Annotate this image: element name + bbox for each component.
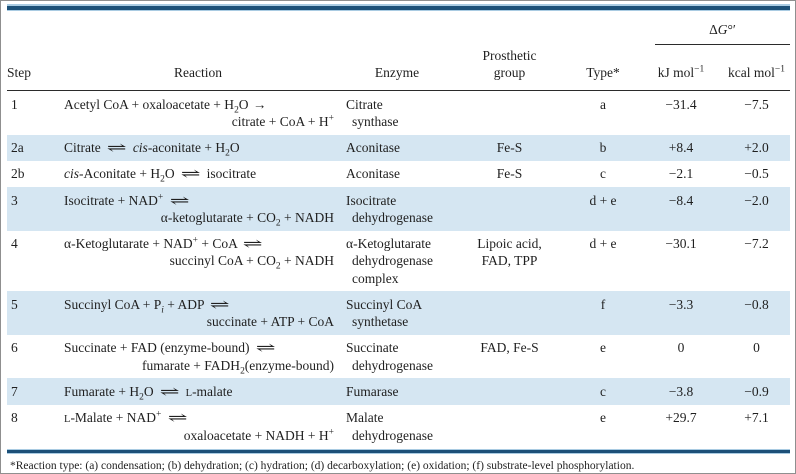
step-cell: 1	[11, 96, 18, 112]
type-cell: c	[600, 166, 606, 182]
footnote: *Reaction type: (a) condensation; (b) dehydration; (c) hydration; (d) decarboxylation; (e) oxidation; (f) substrate-level phosphorylation.	[10, 459, 635, 472]
enzyme-name-line: complex	[352, 270, 399, 286]
reaction-products-line: fumarate + $FADH_2(enzyme-bound)$	[141, 357, 334, 377]
table-body	[7, 91, 790, 449]
equilibrium-arrow-icon: ⇌	[255, 340, 276, 356]
reaction-reactants-line: Isocitrate + NAD+ ⇌	[64, 192, 190, 208]
type-cell: a	[600, 96, 606, 112]
kj-value-cell: −3.3	[668, 296, 694, 312]
enzyme-name-line: synthase	[352, 113, 399, 129]
enzyme-name-line: dehydrogenase	[352, 427, 433, 443]
col-header-prosthetic-label: Prosthetic group	[482, 47, 537, 80]
table-row	[7, 291, 790, 335]
kcal-value-cell: −0.5	[744, 166, 769, 182]
type-cell: d + e	[589, 192, 617, 208]
enzyme-cell	[342, 187, 452, 231]
kj-value-cell: +8.4	[668, 140, 694, 156]
reaction-cell	[54, 378, 342, 404]
table-row	[7, 161, 790, 187]
step-cell: 4	[11, 236, 18, 252]
table-header	[7, 11, 790, 91]
right-arrow-icon: →	[252, 96, 267, 112]
kcal-value-cell: −0.9	[744, 383, 769, 399]
prosthetic-cell	[452, 378, 567, 404]
enzyme-cell	[342, 291, 452, 335]
prosthetic-cell	[452, 291, 567, 335]
type-cell: d + e	[589, 236, 617, 252]
enzyme-name-line: Citrate	[346, 96, 383, 112]
prosthetic-cell	[452, 91, 567, 135]
col-header-kj: kJ mol$^{-1}$	[639, 45, 723, 91]
kcal-value-cell: +2.0	[744, 140, 769, 156]
col-header-type: Type*	[567, 45, 639, 91]
table-row	[7, 187, 790, 231]
enzyme-name-line: Aconitase	[346, 166, 400, 182]
table-row	[7, 335, 790, 379]
prosthetic-cell	[452, 135, 567, 161]
step-cell: 5	[11, 296, 18, 312]
enzyme-name-line: Malate	[346, 410, 384, 426]
step-cell: 2b	[11, 166, 25, 182]
prosthetic-cell	[452, 161, 567, 187]
table-row	[7, 378, 790, 404]
step-cell: 7	[11, 383, 18, 399]
type-cell: f	[600, 296, 606, 312]
enzyme-name-line: dehydrogenase	[352, 253, 433, 269]
kcal-value-cell: −7.5	[744, 96, 769, 112]
kj-value-cell: +29.7	[665, 410, 697, 426]
type-cell: c	[600, 383, 606, 399]
step-cell: 2a	[11, 140, 24, 156]
prosthetic-cell	[452, 335, 567, 379]
enzyme-name-line: Aconitase	[346, 140, 400, 156]
reaction-reactants-line: α-Ketoglutarate + NAD+ + CoA ⇌	[64, 235, 264, 252]
reaction-products-line: succinyl CoA + $CO_2$ + NADH	[169, 253, 334, 273]
reaction-reactants-line: Citrate ⇌ cis-aconitate + $H_2O$	[64, 140, 240, 159]
table-row	[7, 135, 790, 161]
prosthetic-cell	[452, 405, 567, 449]
kj-value-cell: 0	[677, 340, 685, 356]
prosthetic-cell	[452, 187, 567, 231]
kj-value-cell: −2.1	[668, 166, 694, 182]
reaction-reactants-line: Succinate + FAD (enzyme-bound) ⇌	[64, 340, 276, 356]
equilibrium-arrow-icon: ⇌	[210, 296, 230, 312]
bottom-rule	[7, 449, 790, 454]
enzyme-name-line: Fumarase	[346, 383, 399, 399]
kcal-value-cell: −0.8	[744, 296, 769, 312]
reaction-cell	[54, 335, 342, 379]
reaction-reactants-line: Succinyl CoA + $P_i$ + ADP ⇌	[64, 296, 230, 316]
enzyme-cell	[342, 335, 452, 379]
delta-g-spacer	[7, 11, 639, 45]
delta-g-group-header	[639, 11, 790, 45]
step-cell: 8	[11, 410, 18, 426]
reaction-products-line: succinate + ATP + CoA	[206, 314, 334, 330]
reaction-products-line: oxaloacetate + NADH + H+	[183, 427, 334, 443]
col-header-reaction: Reaction	[54, 45, 342, 91]
equilibrium-arrow-icon: ⇌	[169, 192, 190, 208]
kj-value-cell: −3.8	[668, 383, 694, 399]
prosthetic-group-line: FAD, TPP	[481, 253, 538, 269]
enzyme-cell	[342, 135, 452, 161]
table-row	[7, 91, 790, 135]
enzyme-cell	[342, 91, 452, 135]
kj-value-cell: −30.1	[665, 236, 697, 252]
table-row	[7, 231, 790, 292]
type-cell: e	[600, 410, 606, 426]
reaction-reactants-line: Acetyl CoA + oxaloacetate + $H_2O$ →	[64, 96, 267, 116]
table-row	[7, 405, 790, 449]
col-header-enzyme: Enzyme	[342, 45, 452, 91]
prosthetic-group-line: Fe-S	[496, 140, 523, 156]
col-header-kcal: kcal mol$^{-1}$	[723, 45, 790, 91]
enzyme-cell	[342, 231, 452, 292]
type-cell: b	[599, 140, 607, 156]
enzyme-name-line: dehydrogenase	[352, 209, 433, 225]
prosthetic-cell	[452, 231, 567, 292]
column-header-row	[7, 45, 790, 91]
reaction-cell	[54, 405, 342, 449]
reaction-products-line: α-ketoglutarate + $CO_2$ + NADH	[160, 209, 334, 229]
enzyme-name-line: α-Ketoglutarate	[346, 236, 432, 252]
reaction-cell	[54, 231, 342, 292]
reactions-table	[7, 11, 790, 449]
reaction-cell	[54, 187, 342, 231]
step-cell: 6	[11, 340, 18, 356]
equilibrium-arrow-icon: ⇌	[243, 236, 264, 252]
equilibrium-arrow-icon: ⇌	[167, 410, 188, 426]
kcal-value-cell: +7.1	[744, 410, 769, 426]
col-header-step: Step	[7, 45, 54, 91]
reaction-reactants-line: Fumarate + $H_2O$ ⇌ L-malate	[64, 383, 233, 403]
prosthetic-group-line: Lipoic acid,	[477, 236, 542, 252]
reaction-products-line: citrate + CoA + H+	[231, 113, 334, 129]
delta-g-header-row	[7, 11, 790, 45]
reaction-cell	[54, 291, 342, 335]
enzyme-cell	[342, 161, 452, 187]
enzyme-name-line: Succinyl CoA	[346, 296, 423, 312]
kcal-value-cell: −2.0	[744, 192, 769, 208]
enzyme-name-line: synthetase	[352, 314, 409, 330]
reaction-reactants-line: cis-Aconitate + $H_2O$ ⇌ isocitrate	[64, 166, 257, 186]
kcal-value-cell: −7.2	[744, 236, 769, 252]
prosthetic-group-line: FAD, Fe-S	[480, 340, 539, 356]
equilibrium-arrow-icon: ⇌	[180, 166, 201, 182]
enzyme-name-line: dehydrogenase	[352, 357, 433, 373]
delta-g-label: ΔG°′	[655, 21, 790, 44]
type-cell: e	[600, 340, 606, 356]
enzyme-name-line: Isocitrate	[346, 192, 397, 208]
equilibrium-arrow-icon: ⇌	[106, 140, 127, 156]
enzyme-cell	[342, 378, 452, 404]
kj-value-cell: −31.4	[665, 96, 697, 112]
kcal-value-cell: 0	[753, 340, 760, 356]
kj-value-cell: −8.4	[668, 192, 694, 208]
equilibrium-arrow-icon: ⇌	[159, 383, 180, 399]
reaction-reactants-line: L-Malate + NAD+ ⇌	[64, 409, 188, 426]
step-cell: 3	[11, 192, 18, 208]
enzyme-cell	[342, 405, 452, 449]
reaction-cell	[54, 161, 342, 187]
enzyme-name-line: Succinate	[346, 340, 399, 356]
reaction-cell	[54, 91, 342, 135]
col-header-prosthetic	[452, 45, 567, 91]
reaction-cell	[54, 135, 342, 161]
prosthetic-group-line: Fe-S	[496, 166, 523, 182]
